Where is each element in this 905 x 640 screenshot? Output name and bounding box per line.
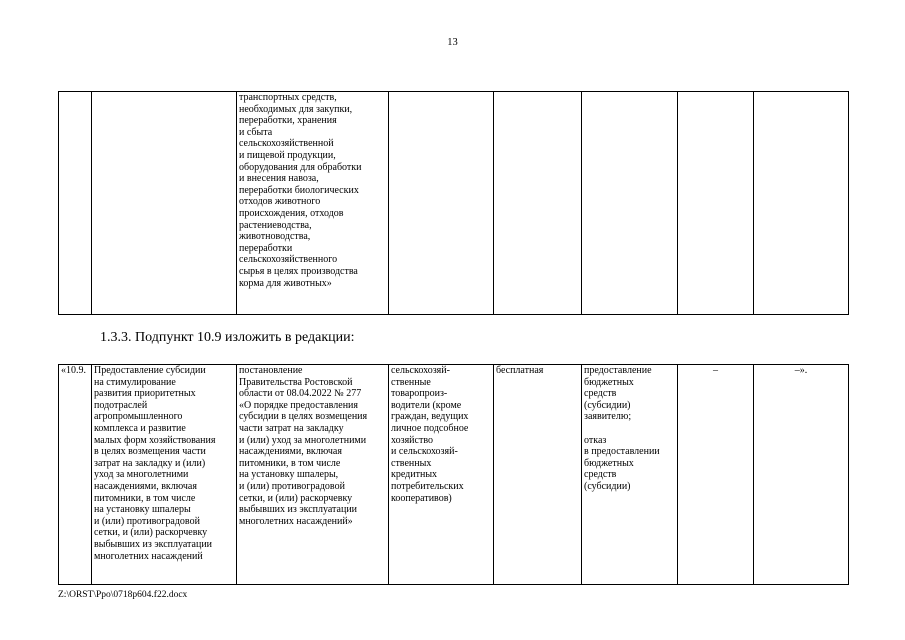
- legal-basis-line: сетки, и (или) раскорчевку: [239, 492, 353, 504]
- main-table: [58, 364, 849, 585]
- legal-basis-line: постановление: [239, 365, 303, 376]
- applicants-line: и сельскохозяй-: [391, 446, 458, 458]
- legal-basis-line: области от 08.04.2022 № 277: [239, 388, 362, 400]
- service-name-line: агропромышленного: [94, 411, 183, 423]
- applicants-line: ственных: [391, 457, 432, 469]
- applicants-text: [391, 365, 491, 504]
- legal-basis-line: выбывших из эксплуатации: [239, 504, 358, 516]
- cell-legal-basis: [237, 365, 389, 585]
- continued-description-line: сельскохозяйственной: [239, 138, 334, 150]
- service-name-line: в целях возмещения части: [94, 446, 206, 458]
- applicants-line: потребительских: [391, 480, 464, 492]
- cell-col9: –».: [754, 365, 849, 585]
- continued-description-line: и сбыта: [239, 126, 273, 138]
- service-name-line: на установку шпалеры: [94, 504, 191, 516]
- cell-col8: –: [678, 365, 754, 585]
- continued-description-line: происхождения, отходов: [239, 207, 344, 219]
- legal-basis-line: многолетних насаждений»: [239, 515, 353, 527]
- service-name-line: подотраслей: [94, 399, 148, 411]
- service-name-line: питомники, в том числе: [94, 492, 196, 504]
- continued-description-line: транспортных средств,: [239, 92, 337, 103]
- legal-basis-text: [239, 365, 386, 527]
- cell-empty-number: [59, 92, 92, 315]
- continued-description-line: переработки, хранения: [239, 115, 337, 127]
- legal-basis-line: Правительства Ростовской: [239, 376, 353, 388]
- cell-empty-fee: [494, 92, 582, 315]
- continued-description-line: оборудования для обработки: [239, 161, 362, 173]
- service-name-line: и (или) противоградовой: [94, 515, 200, 527]
- cell-empty-col9: [754, 92, 849, 315]
- applicants-line: граждан, ведущих: [391, 411, 469, 423]
- legal-basis-line: насаждениями, включая: [239, 446, 342, 458]
- result-line: бюджетных: [584, 376, 634, 388]
- cell-empty-col8: [678, 92, 754, 315]
- cell-continued-description: [237, 92, 389, 315]
- service-name-line: выбывших из эксплуатации: [94, 538, 213, 550]
- applicants-line: ственные: [391, 376, 431, 388]
- service-name-line: малых форм хозяйствования: [94, 434, 216, 446]
- file-path-footer: Z:\ORST\Ppo\0718p604.f22.docx: [58, 590, 188, 600]
- continued-description-line: растениеводства,: [239, 219, 312, 231]
- service-name-text: [94, 365, 234, 562]
- service-name-line: сетки, и (или) раскорчевку: [94, 527, 208, 539]
- page-number: 13: [447, 37, 458, 48]
- cell-applicants: [389, 365, 494, 585]
- cell-empty-applicants: [389, 92, 494, 315]
- table-row: [59, 365, 849, 585]
- result-line: (субсидии): [584, 399, 631, 411]
- legal-basis-line: и (или) противоградовой: [239, 480, 345, 492]
- applicants-line: товаропроиз-: [391, 388, 448, 400]
- applicants-line: личное подсобное: [391, 422, 469, 434]
- result-line: в предоставлении: [584, 446, 660, 458]
- result-line: средств: [584, 388, 617, 400]
- legal-basis-line: на установку шпалеры,: [239, 469, 339, 481]
- legal-basis-line: части затрат на закладку: [239, 422, 344, 434]
- result-text: [584, 365, 675, 493]
- service-name-line: затрат на закладку и (или): [94, 457, 206, 469]
- cell-result: [582, 365, 678, 585]
- continued-description-text: [239, 92, 386, 289]
- continued-description-line: и внесения навоза,: [239, 173, 319, 185]
- cell-empty-service: [92, 92, 237, 315]
- continued-description-line: отходов животного: [239, 196, 321, 208]
- applicants-line: кооперативов): [391, 492, 452, 504]
- applicants-line: хозяйство: [391, 434, 433, 446]
- applicants-line: водители (кроме: [391, 399, 462, 411]
- continued-description-line: сырья в целях производства: [239, 265, 358, 277]
- service-name-line: Предоставление субсидии: [94, 365, 206, 376]
- cell-service-name: [92, 365, 237, 585]
- legal-basis-line: и (или) уход за многолетними: [239, 434, 367, 446]
- result-line: средств: [584, 469, 617, 481]
- service-name-line: развития приоритетных: [94, 388, 196, 400]
- service-name-line: уход за многолетними: [94, 469, 189, 481]
- continued-description-line: сельскохозяйственного: [239, 254, 338, 266]
- service-name-line: на стимулирование: [94, 376, 176, 388]
- service-name-line: комплекса и развитие: [94, 422, 186, 434]
- service-name-line: насаждениями, включая: [94, 480, 197, 492]
- result-line: [584, 423, 675, 435]
- continued-description-line: и пищевой продукции,: [239, 149, 336, 161]
- result-line: отказ: [584, 434, 607, 446]
- continued-description-line: животноводства,: [239, 231, 311, 243]
- cell-fee: бесплатная: [494, 365, 582, 585]
- continued-description-line: корма для животных»: [239, 277, 332, 289]
- result-line: предоставление: [584, 365, 652, 376]
- cell-empty-result: [582, 92, 678, 315]
- cell-row-number: «10.9.: [59, 365, 92, 585]
- legal-basis-line: питомники, в том числе: [239, 457, 341, 469]
- continuation-table: [58, 91, 849, 315]
- applicants-line: сельскохозяй-: [391, 365, 450, 376]
- applicants-line: кредитных: [391, 469, 438, 481]
- result-line: заявителю;: [584, 411, 632, 423]
- continued-description-line: переработки биологических: [239, 184, 359, 196]
- legal-basis-line: субсидии в целях возмещения: [239, 411, 368, 423]
- continued-description-line: переработки: [239, 242, 293, 254]
- result-line: бюджетных: [584, 457, 634, 469]
- legal-basis-line: «О порядке предоставления: [239, 399, 358, 411]
- section-heading: 1.3.3. Подпункт 10.9 изложить в редакции:: [100, 330, 355, 345]
- service-name-line: многолетних насаждений: [94, 550, 203, 562]
- result-line: (субсидии): [584, 480, 631, 492]
- continued-description-line: необходимых для закупки,: [239, 103, 353, 115]
